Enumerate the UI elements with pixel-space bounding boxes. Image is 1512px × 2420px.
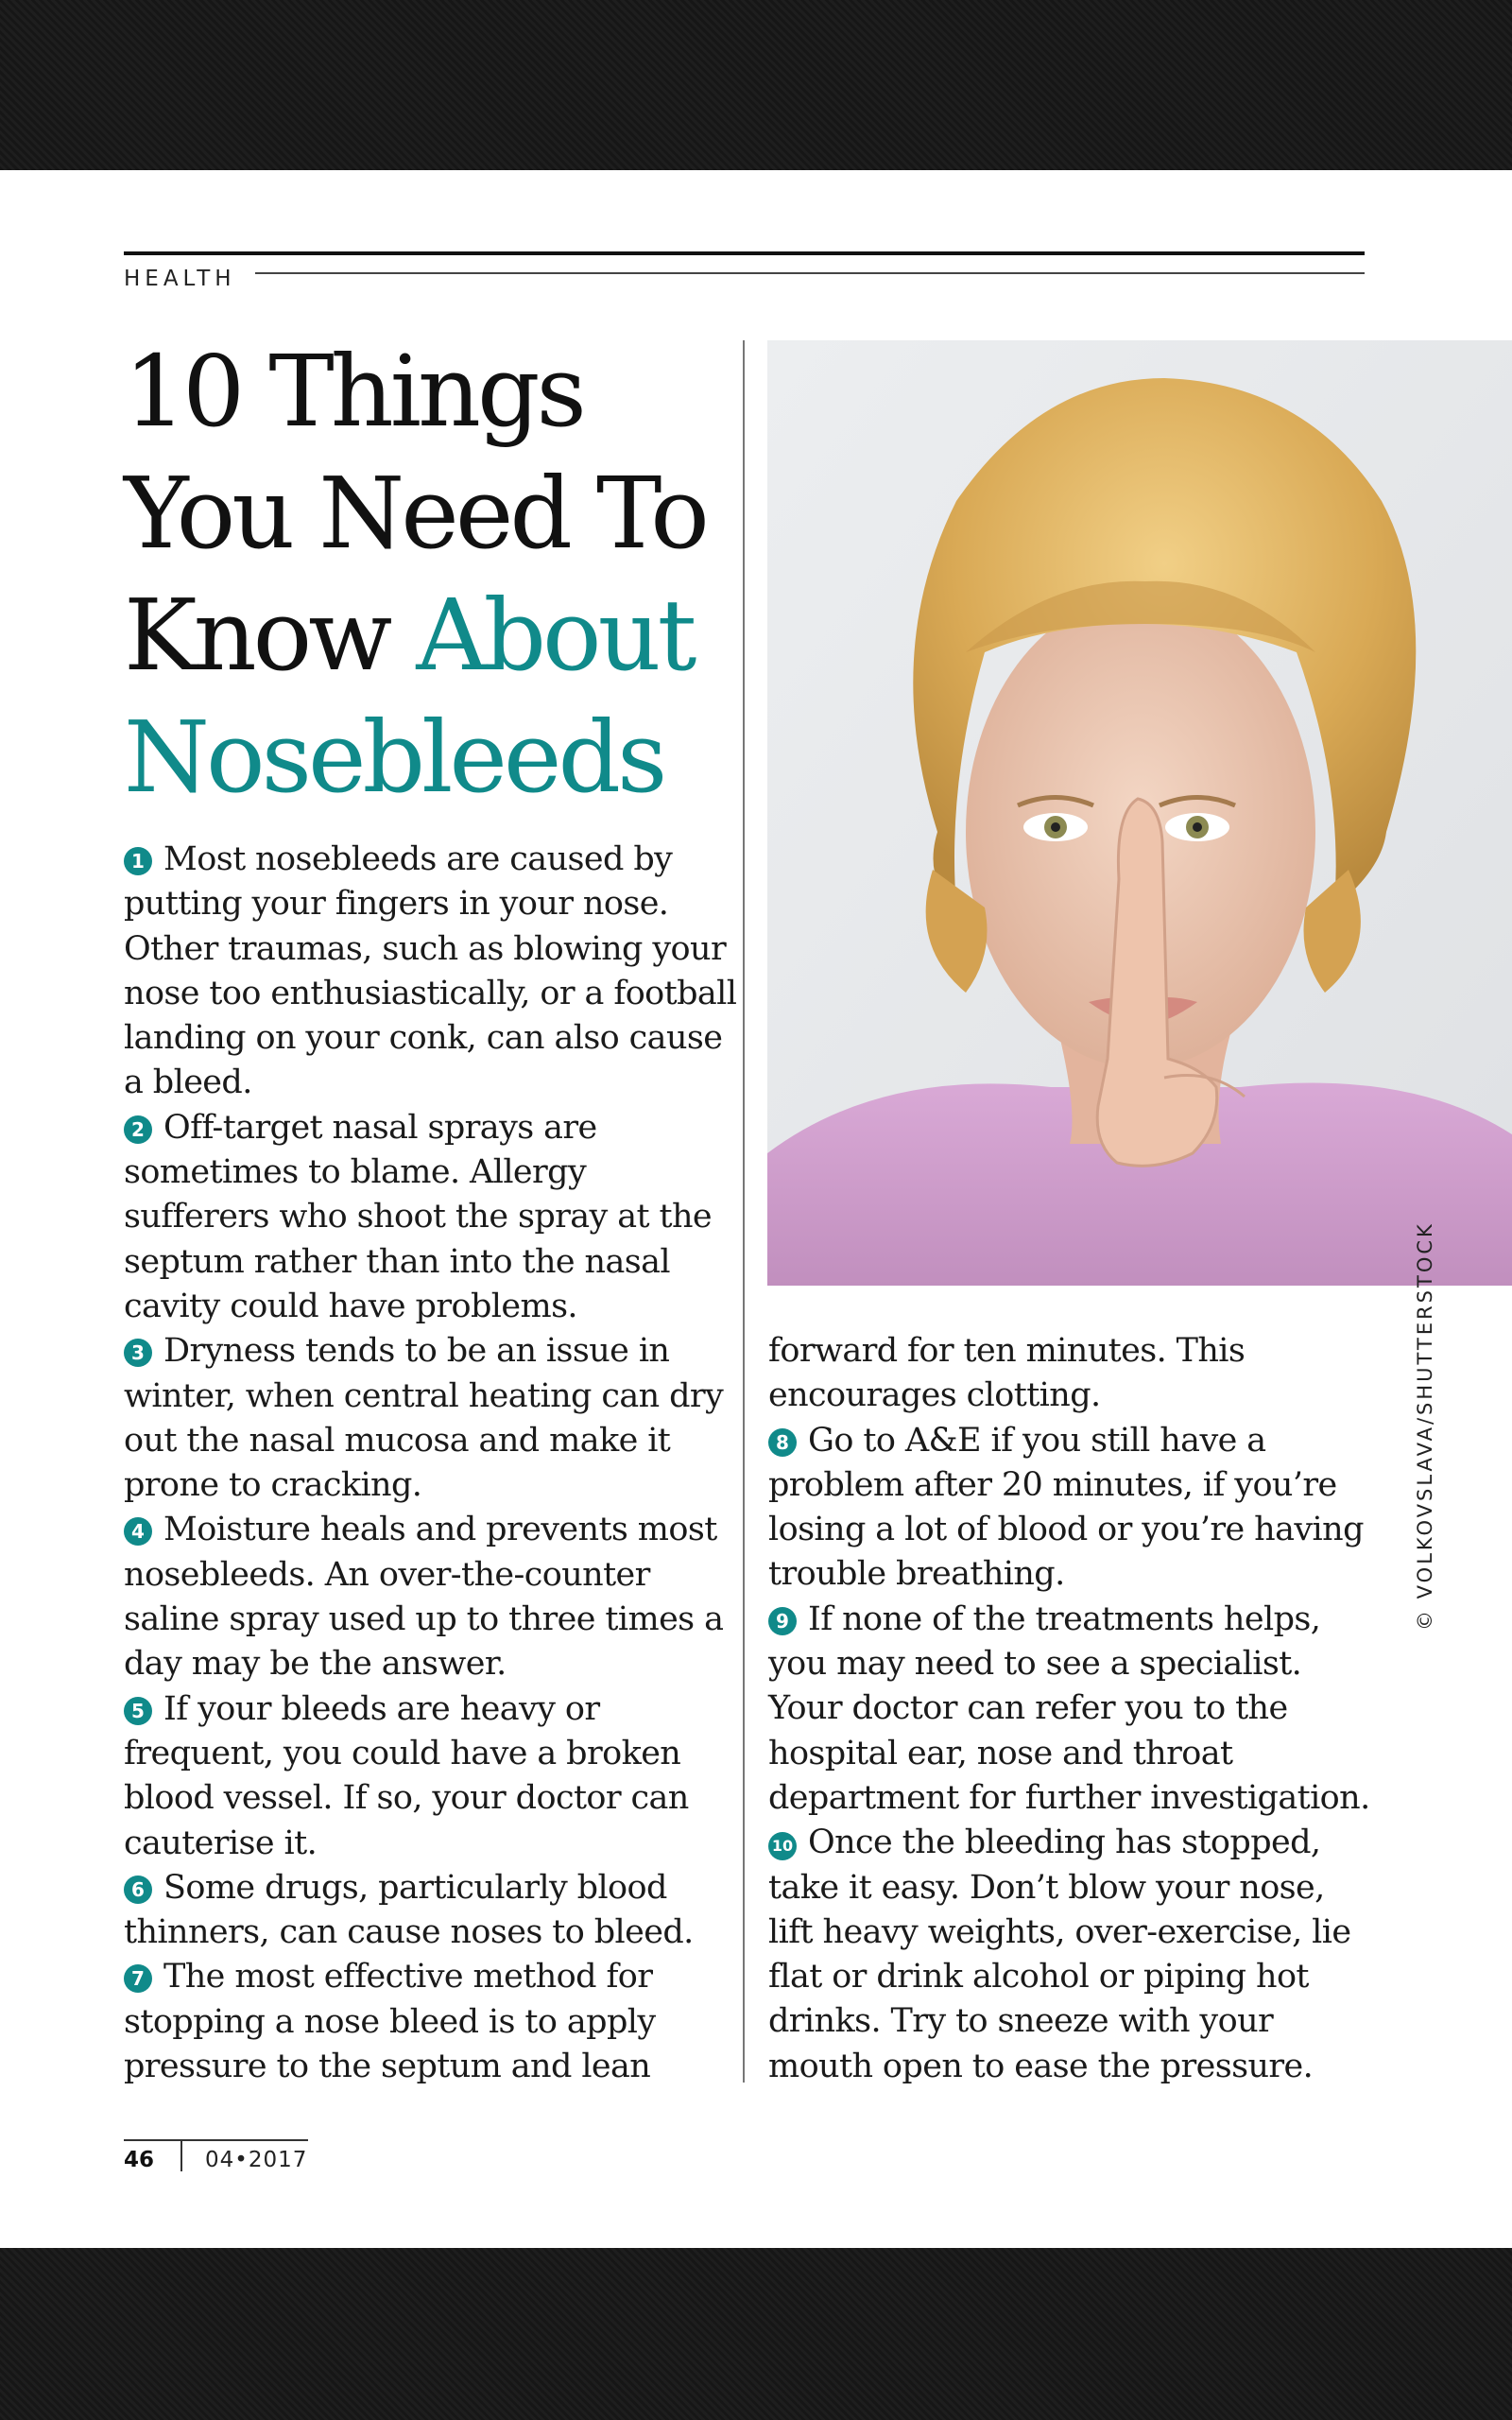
item-number-badge: 7 (124, 1964, 152, 1993)
title-line-2: You Need To (124, 456, 706, 571)
item-text: Go to A&E if you still have a problem after 20 minutes, if you’re losing a lot of blood or you’re having trouble breathing. (768, 1421, 1364, 1594)
list-item (124, 1508, 738, 1686)
article-photo (767, 340, 1512, 1286)
item-number-badge: 8 (768, 1428, 797, 1457)
title-line-3: Know (124, 578, 417, 693)
section-rule (124, 251, 1365, 255)
article-title (124, 331, 747, 819)
item-number-badge: 2 (124, 1115, 152, 1144)
item-text: Dryness tends to be an issue in winter, when central heating can dry out the nasal mucosa and make it prone to cracking. (124, 1332, 724, 1505)
item-number-badge: 6 (124, 1876, 152, 1904)
item-number-badge: 4 (124, 1517, 152, 1546)
section-label: HEALTH (124, 267, 246, 291)
item-text: Off-target nasal sprays are sometimes to blame. Allergy sufferers who shoot the spray at the septum rather than into the nasal cavity could have problems. (124, 1108, 713, 1325)
list-item (124, 1866, 738, 1956)
list-item (768, 1419, 1373, 1598)
item-number-badge: 9 (768, 1607, 797, 1635)
issue-date: 04•2017 (205, 2148, 308, 2172)
page-number: 46 (124, 2148, 155, 2172)
title-line-1: 10 Things (124, 334, 583, 449)
item-number-badge: 3 (124, 1339, 152, 1367)
item-text: Some drugs, particularly blood thinners, can cause noses to bleed. (124, 1868, 694, 1952)
item-text: If none of the treatments helps, you may need to see a specialist. Your doctor can refer you to the hospital ear, nose and throat department for further investigation. (768, 1599, 1370, 1817)
article-column-left (124, 838, 738, 2089)
bottom-frame-bar (0, 2248, 1512, 2420)
item-number-badge: 10 (768, 1832, 797, 1860)
item-text: Once the bleeding has stopped, take it easy. Don’t blow your nose, lift heavy weights, over-exercise, lie flat or drink alcohol or piping hot drinks. Try to sneeze with your mouth open to ease the pressure. (768, 1824, 1351, 2085)
item-text: Most nosebleeds are caused by putting your fingers in your nose. Other traumas, such as blowing your nose too enthusiastically, or a football landing on your conk, can also cause a bleed. (124, 840, 737, 1102)
item-number-badge: 5 (124, 1697, 152, 1725)
magazine-page (0, 170, 1512, 2248)
list-item (124, 838, 738, 1106)
title-accent-nosebleeds: Nosebleeds (124, 700, 664, 815)
column-divider (743, 340, 745, 2083)
item-text: Moisture heals and prevents most nosebleeds. An over-the-counter saline spray used up to three times a day may be the answer. (124, 1511, 724, 1684)
top-frame-bar (0, 0, 1512, 170)
item-text: If your bleeds are heavy or frequent, you could have a broken blood vessel. If so, your doctor can cauterise it. (124, 1689, 689, 1862)
title-accent-about: About (416, 578, 694, 693)
section-rule-thin (255, 272, 1365, 274)
list-item (768, 1598, 1373, 1821)
item-text: The most effective method for stopping a nose bleed is to apply pressure to the septum and lean (124, 1958, 656, 2086)
list-item (124, 1106, 738, 1329)
footer-rule (124, 2139, 308, 2141)
photo-credit: © VOLKOVSLAVA/SHUTTERSTOCK (1414, 1221, 1436, 1631)
list-item (124, 1687, 738, 1866)
list-item (124, 1329, 738, 1508)
continued-text: forward for ten minutes. This encourages clotting. (768, 1332, 1246, 1415)
article-column-right (768, 1329, 1373, 2089)
footer-divider (180, 2141, 182, 2171)
list-item (768, 1821, 1373, 2089)
list-item (124, 1955, 738, 2089)
item-number-badge: 1 (124, 847, 152, 875)
